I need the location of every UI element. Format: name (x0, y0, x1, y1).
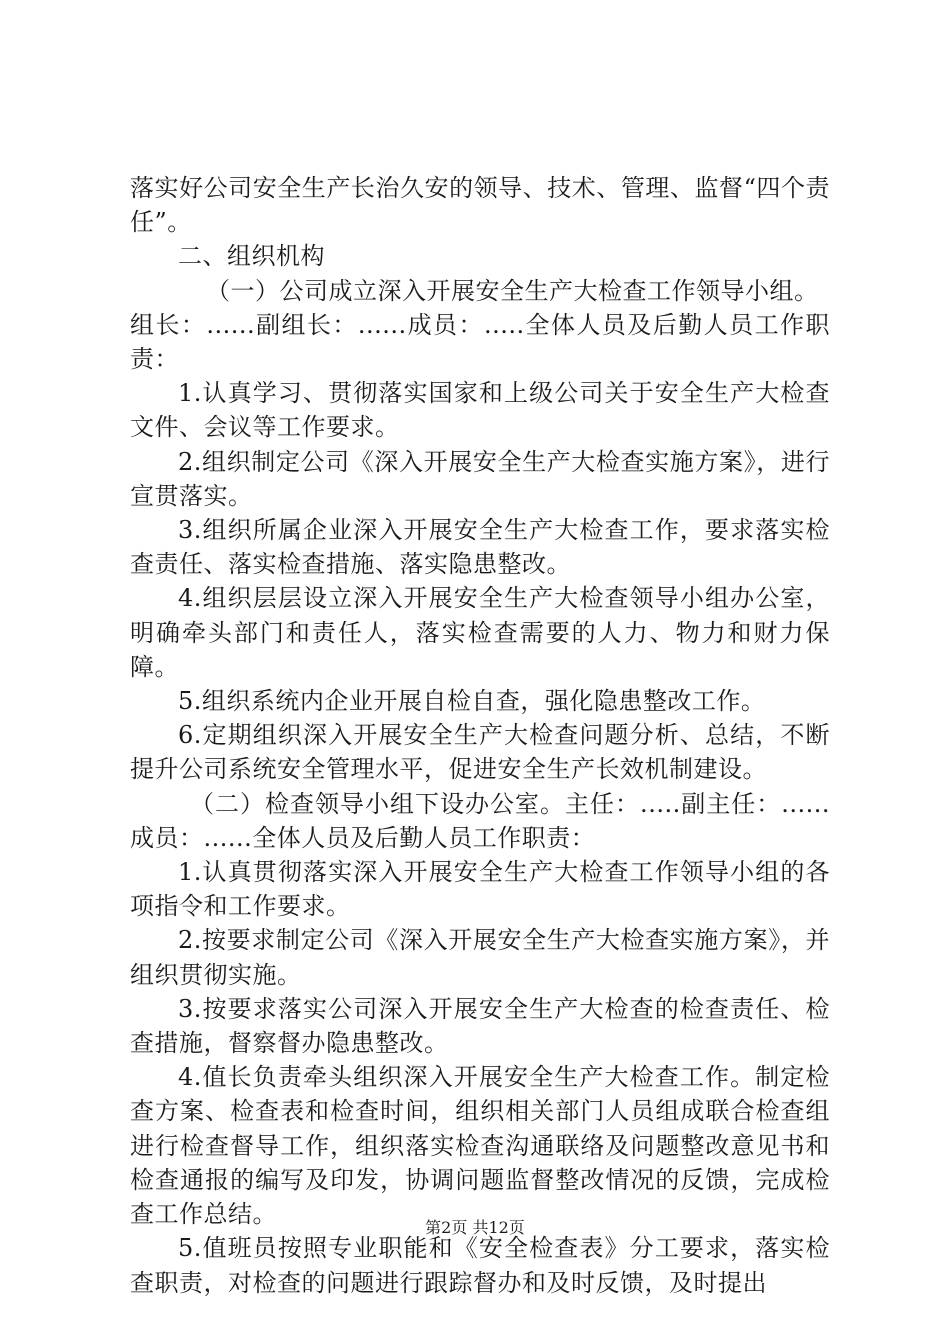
list-item: 2.组织制定公司《深入开展安全生产大检查实施方案》，进行宣贯落实。 (130, 447, 830, 510)
list-item: 4.值长负责牵头组织深入开展安全生产大检查工作。制定检查方案、检查表和检查时间，组织相关部门人员组成联合检查组进行检查督导工作，组织落实检查沟通联络及问题整改意见书和检查通报的编写及印发，协调问题监督整改情况的反馈，完成检查工作总结。 (130, 1063, 830, 1229)
subsection-heading-2: （二）检查领导小组下设办公室。主任：.....副主任：......成员：......全体人员及后勤人员工作职责： (130, 789, 830, 852)
subsection-heading-1: （一）公司成立深入开展安全生产大检查工作领导小组。 (206, 276, 819, 305)
list-item: 3.组织所属企业深入开展安全生产大检查工作，要求落实检查责任、落实检查措施、落实隐患整改。 (130, 516, 830, 579)
page-number-label: 第2页 共12页 (425, 1218, 525, 1237)
paragraph-members-1: 组长：......副组长：......成员：.....全体人员及后勤人员工作职责： (130, 310, 830, 374)
list-item: 5.值班员按照专业职能和《安全检查表》分工要求，落实检查职责，对检查的问题进行跟踪督办和及时反馈，及时提出 (130, 1234, 830, 1297)
document-body (130, 171, 830, 1300)
section-heading-organization: 二、组织机构 (178, 242, 325, 271)
list-item: 2.按要求制定公司《深入开展安全生产大检查实施方案》，并组织贯彻实施。 (130, 926, 830, 989)
list-item: 5.组织系统内企业开展自检自查，强化隐患整改工作。 (178, 687, 766, 716)
list-item: 4.组织层层设立深入开展安全生产大检查领导小组办公室，明确牵头部门和责任人，落实检查需要的人力、物力和财力保障。 (130, 584, 830, 681)
paragraph-1: 落实好公司安全生产长治久安的领导、技术、管理、监督“四个责任”。 (130, 174, 830, 237)
list-item: 6.定期组织深入开展安全生产大检查问题分析、总结，不断提升公司系统安全管理水平，促进安全生产长效机制建设。 (130, 721, 830, 784)
page-footer (0, 1218, 950, 1238)
list-item: 1.认真贯彻落实深入开展安全生产大检查工作领导小组的各项指令和工作要求。 (130, 858, 830, 921)
list-item: 1.认真学习、贯彻落实国家和上级公司关于安全生产大检查文件、会议等工作要求。 (130, 379, 830, 442)
list-item: 3.按要求落实公司深入开展安全生产大检查的检查责任、检查措施，督察督办隐患整改。 (130, 994, 830, 1058)
